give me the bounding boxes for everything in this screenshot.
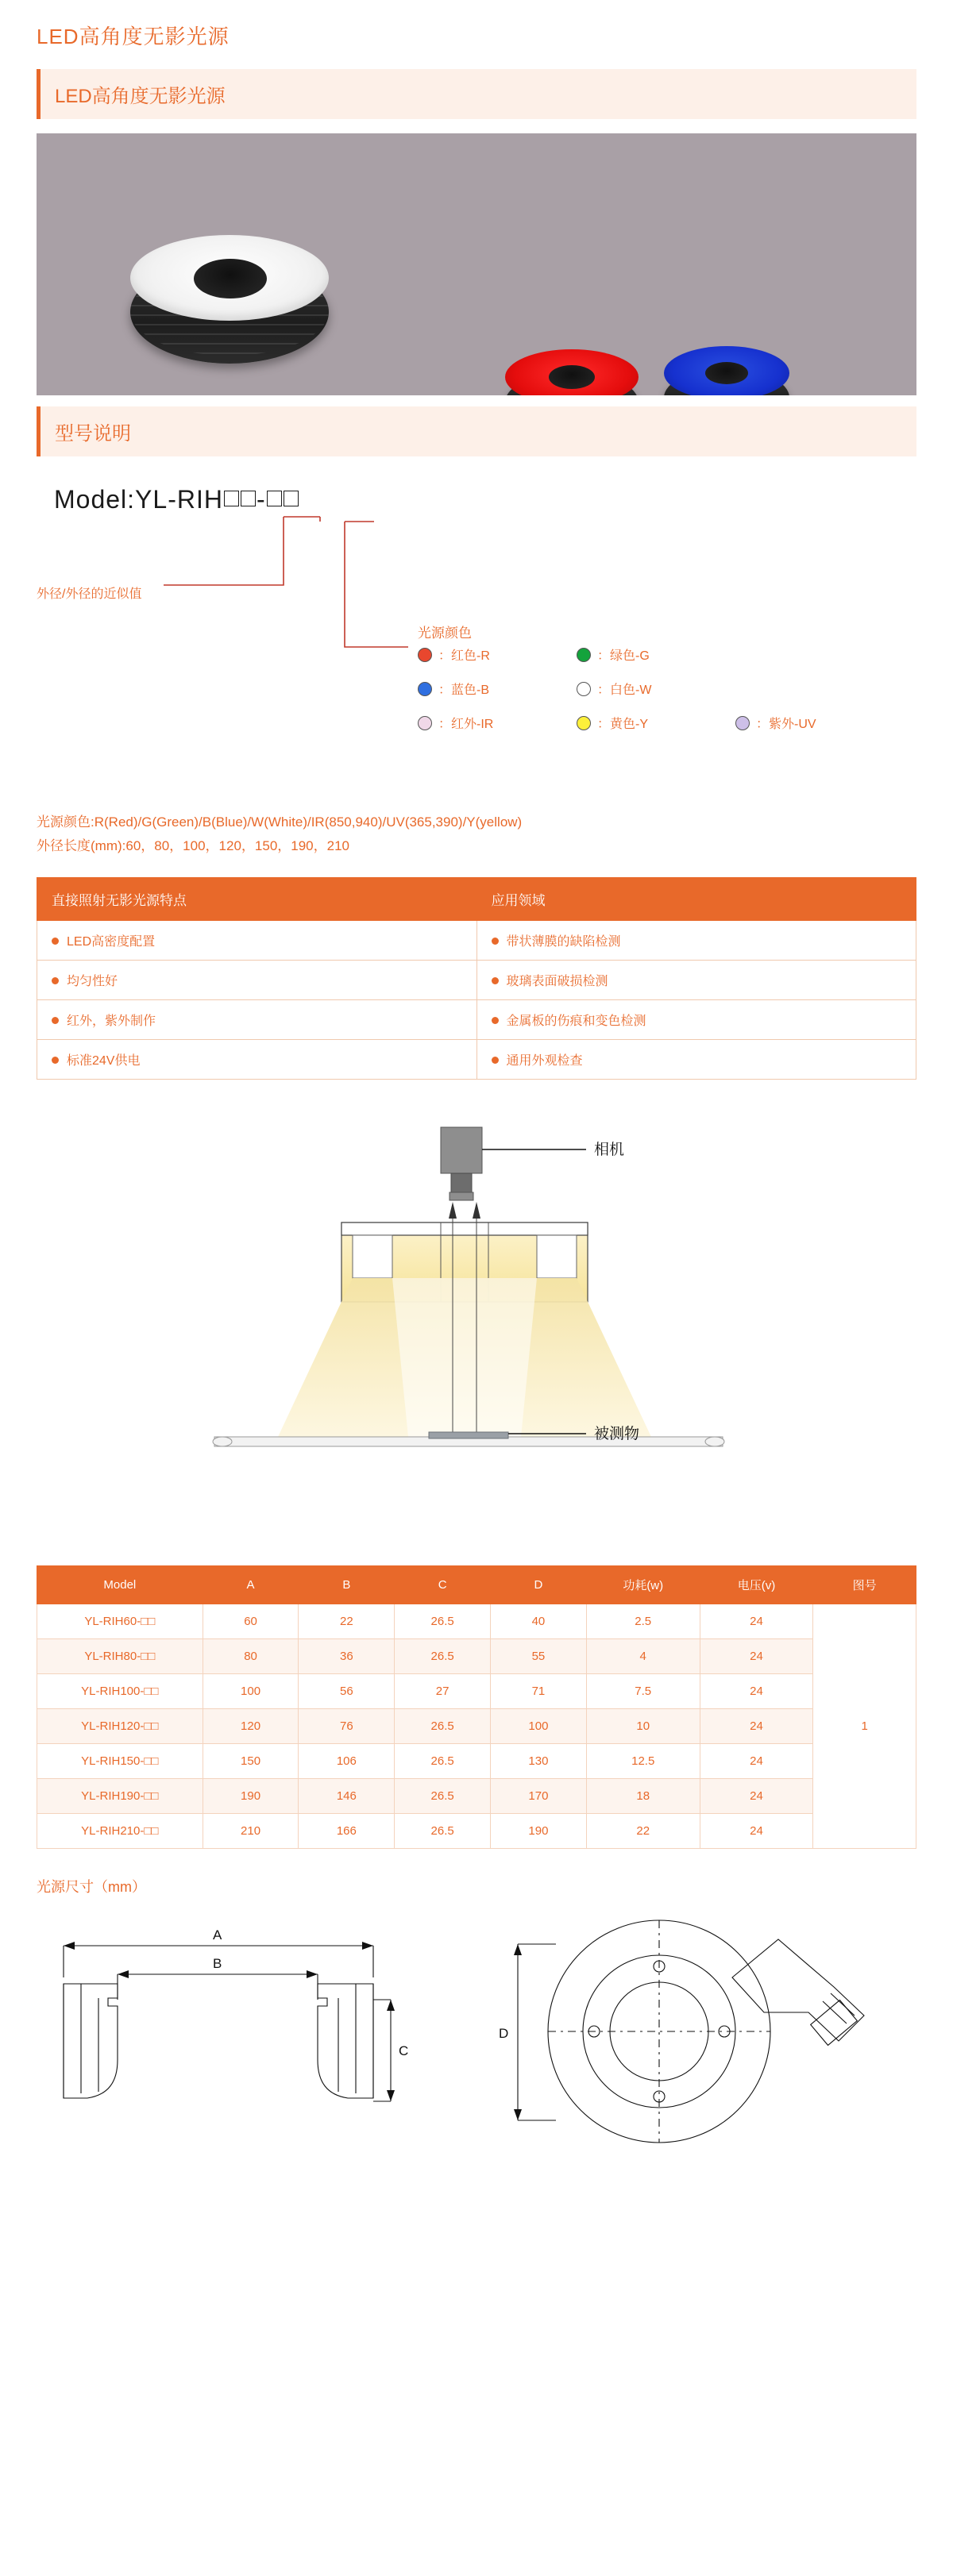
spec-cell-a: 120 [203, 1709, 299, 1744]
color-item-white [577, 680, 735, 698]
color-label-blue: ：蓝色-B [438, 683, 490, 697]
spec-cell-model: YL-RIH210-□□ [37, 1814, 203, 1849]
spec-cell-d: 130 [491, 1744, 587, 1779]
spec-cell-c: 26.5 [395, 1779, 491, 1814]
application-text: 通用外观检查 [506, 1054, 583, 1068]
spec-cell-a: 80 [203, 1639, 299, 1674]
spec-cell-b: 146 [299, 1779, 395, 1814]
feature-text: 红外，紫外制作 [67, 1015, 156, 1028]
model-code: Model:YL-RIH - [37, 464, 916, 514]
application-text: 金属板的伤痕和变色检测 [506, 1015, 646, 1028]
spec-cell-voltage: 24 [700, 1779, 813, 1814]
color-swatch-uv [735, 716, 750, 730]
spec-cell-model: YL-RIH150-□□ [37, 1744, 203, 1779]
features-table [37, 877, 916, 1080]
table-row [37, 1639, 916, 1674]
color-label-white: ：白色-W [597, 683, 652, 697]
dimension-title: 光源尺寸（mm） [37, 1879, 146, 1895]
table-row [37, 921, 916, 961]
spec-cell-model: YL-RIH80-□□ [37, 1639, 203, 1674]
spec-header-b: B [299, 1566, 395, 1604]
red-ring-light-aperture [549, 365, 595, 389]
outer-diameter-label: 外径/外径的近似值 [37, 587, 142, 601]
setup-svg [79, 1103, 874, 1548]
color-label-uv: ：紫外-UV [756, 718, 816, 731]
spec-header-figure: 图号 [813, 1566, 916, 1604]
spec-header-d: D [491, 1566, 587, 1604]
spec-cell-c: 27 [395, 1674, 491, 1709]
bullet-icon [492, 1017, 499, 1024]
color-swatch-ir [418, 716, 432, 730]
color-label-ir: ：红外-IR [438, 718, 494, 731]
color-swatch-green [577, 648, 591, 662]
spec-cell-voltage: 24 [700, 1674, 813, 1709]
application-text: 玻璃表面破损检测 [506, 975, 608, 988]
optical-setup-diagram [0, 1103, 953, 1548]
dimension-label-d: D [499, 2026, 509, 2041]
color-legend [418, 645, 910, 748]
spec-header-voltage: 电压(v) [700, 1566, 813, 1604]
bullet-icon [52, 977, 59, 984]
spec-header-c: C [395, 1566, 491, 1604]
dimension-label-a: A [213, 1927, 222, 1943]
spec-header-a: A [203, 1566, 299, 1604]
feature-text: LED高密度配置 [67, 935, 156, 949]
spec-cell-b: 56 [299, 1674, 395, 1709]
color-legend-row [418, 680, 910, 698]
features-header-row [37, 878, 916, 921]
spec-cell-c: 26.5 [395, 1814, 491, 1849]
color-item-yellow [577, 714, 735, 732]
spec-cell-c: 26.5 [395, 1709, 491, 1744]
object-label: 被测物 [594, 1426, 640, 1442]
camera-label: 相机 [594, 1142, 625, 1158]
spec-cell-voltage: 24 [700, 1814, 813, 1849]
section-header-model: 型号说明 [37, 406, 916, 456]
model-code-prefix: Model:YL-RIH [54, 485, 223, 514]
table-row [37, 1674, 916, 1709]
application-cell [476, 1040, 916, 1080]
table-row [37, 1000, 916, 1040]
table-row [37, 1779, 916, 1814]
feature-cell [37, 921, 477, 961]
table-row [37, 1040, 916, 1080]
spec-cell-c: 26.5 [395, 1604, 491, 1639]
spec-note-sizes: 外径长度(mm):60，80，100，120，150，190，210 [37, 838, 350, 853]
color-swatch-yellow [577, 716, 591, 730]
dimension-svg [32, 1904, 921, 2166]
application-cell [476, 1000, 916, 1040]
spec-cell-power: 22 [586, 1814, 700, 1849]
spec-cell-c: 26.5 [395, 1744, 491, 1779]
spec-cell-power: 4 [586, 1639, 700, 1674]
spec-header-power: 功耗(w) [586, 1566, 700, 1604]
feature-text: 均匀性好 [67, 975, 118, 988]
application-cell [476, 921, 916, 961]
spec-cell-voltage: 24 [700, 1709, 813, 1744]
table-row [37, 1744, 916, 1779]
leader-lines [37, 464, 916, 806]
bullet-icon [492, 977, 499, 984]
spec-cell-b: 106 [299, 1744, 395, 1779]
dimension-label-c: C [399, 2043, 409, 2058]
color-item-blue [418, 680, 577, 698]
spec-notes [37, 811, 916, 858]
color-label-yellow: ：黄色-Y [597, 718, 649, 731]
spec-cell-power: 18 [586, 1779, 700, 1814]
spec-cell-model: YL-RIH60-□□ [37, 1604, 203, 1639]
spec-header-model: Model [37, 1566, 203, 1604]
spec-cell-d: 40 [491, 1604, 587, 1639]
color-legend-row [418, 714, 910, 732]
spec-cell-d: 55 [491, 1639, 587, 1674]
application-text: 带状薄膜的缺陷检测 [506, 935, 621, 949]
product-photo [37, 133, 916, 395]
spec-cell-voltage: 24 [700, 1639, 813, 1674]
features-header-right: 应用领域 [476, 878, 916, 921]
blue-ring-light-aperture [705, 362, 748, 384]
spec-cell-b: 36 [299, 1639, 395, 1674]
page-title: LED高角度无影光源 [37, 25, 230, 48]
color-swatch-red [418, 648, 432, 662]
table-row [37, 1604, 916, 1639]
color-legend-row [418, 645, 910, 664]
spec-cell-d: 170 [491, 1779, 587, 1814]
feature-cell [37, 1040, 477, 1080]
specification-table [37, 1565, 916, 1849]
table-row [37, 1709, 916, 1744]
spec-cell-d: 71 [491, 1674, 587, 1709]
spec-cell-voltage: 24 [700, 1744, 813, 1779]
spec-cell-a: 190 [203, 1779, 299, 1814]
bullet-icon [492, 938, 499, 945]
model-explanation [37, 464, 916, 806]
spec-cell-a: 100 [203, 1674, 299, 1709]
spec-cell-figure: 1 [813, 1604, 916, 1849]
color-item-red [418, 645, 577, 664]
spec-cell-power: 10 [586, 1709, 700, 1744]
spec-cell-a: 210 [203, 1814, 299, 1849]
color-item-green [577, 645, 735, 664]
spec-cell-power: 7.5 [586, 1674, 700, 1709]
spec-cell-power: 12.5 [586, 1744, 700, 1779]
bullet-icon [52, 938, 59, 945]
dimension-drawings [0, 1904, 953, 2166]
light-color-title: 光源颜色 [418, 626, 472, 641]
color-item-ir [418, 714, 577, 732]
feature-text: 标准24V供电 [67, 1054, 141, 1068]
section-header-product: LED高角度无影光源 [37, 69, 916, 119]
features-header-left: 直接照射无影光源特点 [37, 878, 477, 921]
spec-cell-c: 26.5 [395, 1639, 491, 1674]
bullet-icon [52, 1057, 59, 1064]
spec-cell-voltage: 24 [700, 1604, 813, 1639]
white-ring-light-aperture [194, 259, 267, 298]
color-label-red: ：红色-R [438, 649, 490, 663]
spec-header-row [37, 1566, 916, 1604]
spec-cell-model: YL-RIH100-□□ [37, 1674, 203, 1709]
spec-cell-model: YL-RIH190-□□ [37, 1779, 203, 1814]
color-swatch-white [577, 682, 591, 696]
color-item-uv [735, 714, 894, 732]
table-row [37, 961, 916, 1000]
feature-cell [37, 1000, 477, 1040]
bullet-icon [52, 1017, 59, 1024]
spec-cell-power: 2.5 [586, 1604, 700, 1639]
spec-cell-a: 150 [203, 1744, 299, 1779]
spec-cell-b: 76 [299, 1709, 395, 1744]
dimension-label-b: B [213, 1956, 222, 1971]
spec-cell-d: 100 [491, 1709, 587, 1744]
spec-cell-d: 190 [491, 1814, 587, 1849]
color-swatch-blue [418, 682, 432, 696]
spec-cell-b: 166 [299, 1814, 395, 1849]
table-row [37, 1814, 916, 1849]
spec-cell-a: 60 [203, 1604, 299, 1639]
bullet-icon [492, 1057, 499, 1064]
spec-cell-model: YL-RIH120-□□ [37, 1709, 203, 1744]
application-cell [476, 961, 916, 1000]
spec-note-colors: 光源颜色:R(Red)/G(Green)/B(Blue)/W(White)/IR(850,940)/UV(365,390)/Y(yellow) [37, 814, 523, 830]
color-label-green: ：绿色-G [597, 649, 650, 663]
spec-cell-b: 22 [299, 1604, 395, 1639]
feature-cell [37, 961, 477, 1000]
